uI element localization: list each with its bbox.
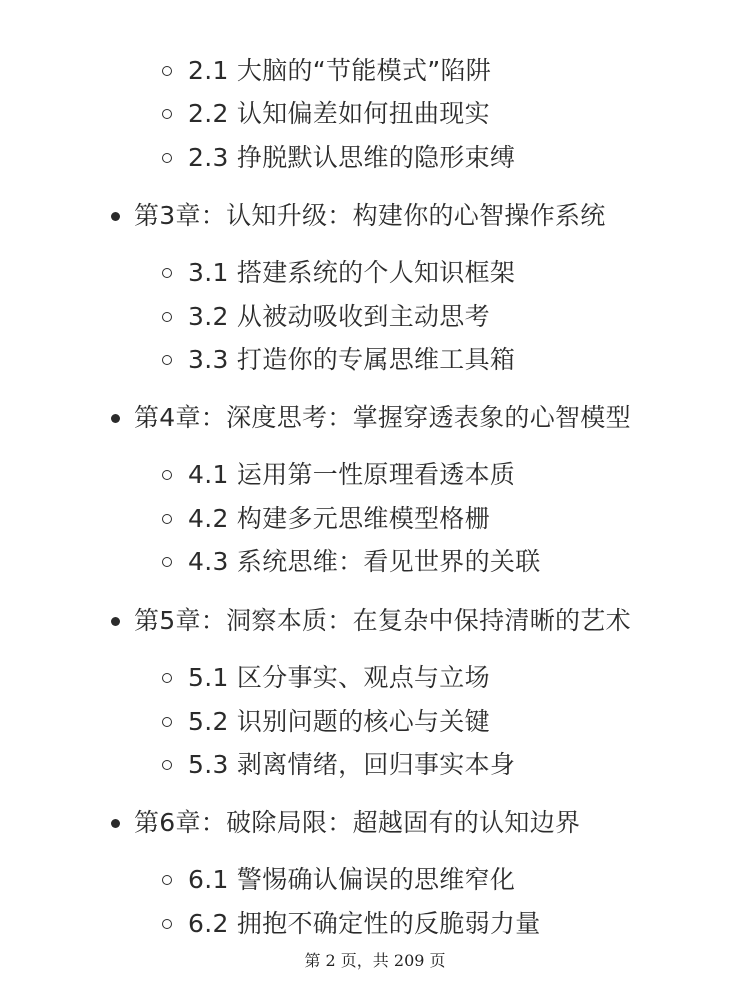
hollow-bullet-icon [162,312,172,322]
toc-section-3-2 [0,295,750,339]
toc-item-text: 4.1 运用第一性原理看透本质 [188,460,516,489]
toc-item-text: 第3章：认知升级：构建你的心智操作系统 [134,201,606,230]
hollow-bullet-icon [162,673,172,683]
toc-item-text: 2.2 认知偏差如何扭曲现实 [188,99,490,128]
hollow-bullet-icon [162,109,172,119]
hollow-bullet-icon [162,355,172,365]
toc-item-text: 4.2 构建多元思维模型格栅 [188,504,490,533]
toc-section-6-1 [0,858,750,902]
toc-chapter-4 [0,396,750,440]
toc-section-5-2 [0,700,750,744]
toc-chapter-3 [0,194,750,238]
toc-item-text: 5.2 识别问题的核心与关键 [188,707,490,736]
toc-section-5-3 [0,743,750,787]
hollow-bullet-icon [162,717,172,727]
filled-bullet-icon [111,212,120,221]
page-number-footer: 第 2 页，共 209 页 [304,951,446,970]
toc-item-text: 第4章：深度思考：掌握穿透表象的心智模型 [134,403,631,432]
filled-bullet-icon [111,617,120,626]
toc-item-text: 3.2 从被动吸收到主动思考 [188,302,490,331]
toc-item-text: 3.1 搭建系统的个人知识框架 [188,258,516,287]
toc-chapter-6 [0,801,750,845]
toc-section-2-1 [0,49,750,93]
hollow-bullet-icon [162,760,172,770]
hollow-bullet-icon [162,66,172,76]
toc-item-text: 第5章：洞察本质：在复杂中保持清晰的艺术 [134,606,631,635]
toc-section-4-1 [0,453,750,497]
toc-item-text: 5.3 剥离情绪，回归事实本身 [188,750,516,779]
toc-item-text: 5.1 区分事实、观点与立场 [188,663,490,692]
hollow-bullet-icon [162,153,172,163]
toc-item-text: 6.2 拥抱不确定性的反脆弱力量 [188,909,541,938]
toc-section-3-3 [0,338,750,382]
toc-item-text: 2.3 挣脱默认思维的隐形束缚 [188,143,516,172]
toc-item-text: 4.3 系统思维：看见世界的关联 [188,547,541,576]
toc-item-text: 2.1 大脑的“节能模式”陷阱 [188,56,492,85]
filled-bullet-icon [111,414,120,423]
hollow-bullet-icon [162,268,172,278]
toc-section-3-1 [0,251,750,295]
hollow-bullet-icon [162,557,172,567]
toc-section-5-1 [0,656,750,700]
toc-section-2-2 [0,92,750,136]
toc-section-4-2 [0,497,750,541]
hollow-bullet-icon [162,514,172,524]
hollow-bullet-icon [162,919,172,929]
toc-section-2-3 [0,136,750,180]
filled-bullet-icon [111,819,120,828]
toc-item-text: 第6章：破除局限：超越固有的认知边界 [134,808,581,837]
hollow-bullet-icon [162,875,172,885]
toc-chapter-5 [0,599,750,643]
toc-item-text: 3.3 打造你的专属思维工具箱 [188,345,516,374]
toc-section-6-2 [0,902,750,946]
hollow-bullet-icon [162,470,172,480]
toc-item-text: 6.1 警惕确认偏误的思维窄化 [188,865,516,894]
toc-section-4-3 [0,540,750,584]
